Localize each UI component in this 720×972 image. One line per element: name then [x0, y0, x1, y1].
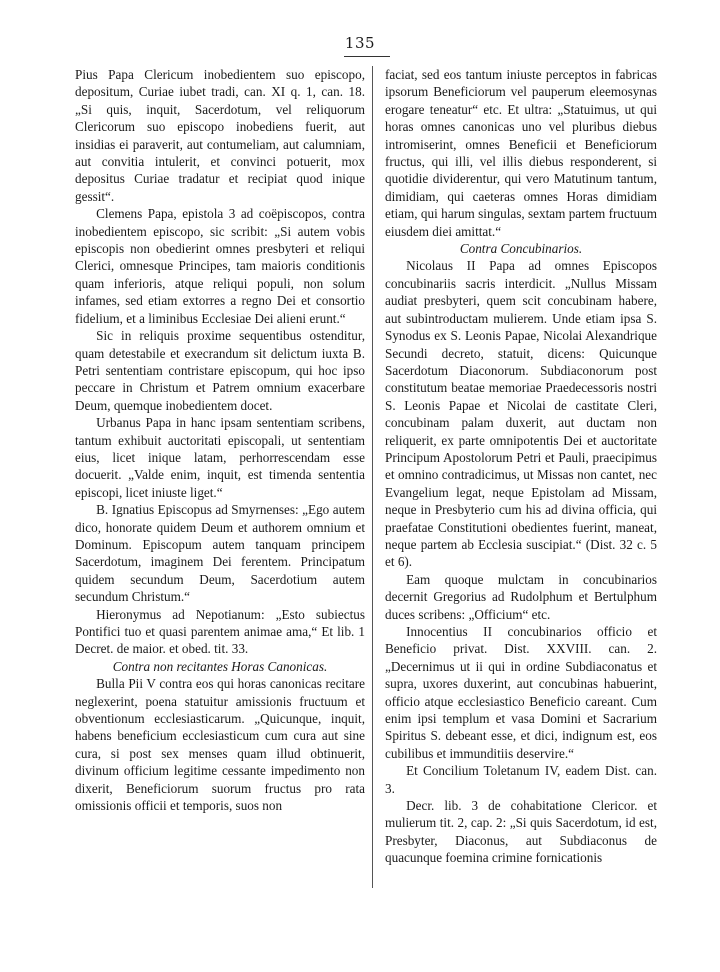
page-number-rule: [344, 56, 390, 57]
right-paragraph: Et Concilium Toletanum IV, eadem Dist. can. 3.: [385, 763, 657, 796]
right-column: [385, 66, 657, 867]
right-paragraph: Eam quoque mulctam in concubinarios decernit Gregorius ad Rudolphum et Bertulphum duces scribens: „Officium“ etc.: [385, 571, 657, 622]
section-heading: Contra Concubinarios.: [459, 241, 583, 257]
left-paragraph: Urbanus Papa in hanc ipsam sententiam scribens, tantum exhibuit auctoritati episcopali, ut sententiam eius, licet inique latam, perhorrescendam esse docuerit. „Valde enim, inquit, est timenda sententia episcopi, licet iniuste liget.“: [75, 415, 365, 500]
left-paragraph: Pius Papa Clericum inobedientem suo episcopo, depositum, Curiae iubet tradi, can. XI q. 1, can. 18. „Si quis, inquit, Sacerdotum, vel reliquorum Clericorum suo episcopo inobediens fuerit, aut insidias ei paraverit, aut contumeliam, aut calumniam, aut convitia intulerit, et convinci potuerit, mox depositus Curiae tradatur et recipiat quod inique gessit“.: [75, 67, 365, 204]
left-paragraph: Hieronymus ad Nepotianum: „Esto subiectus Pontifici tuo et quasi parentem animae ama,“ Et lib. 1 Decret. de maior. et obed. tit. 33.: [75, 606, 365, 657]
left-paragraph: B. Ignatius Episcopus ad Smyrnenses: „Ego autem dico, honorate quidem Deum et authorem omnium et Dominum. Episcopum autem tanquam principem Sacerdotum, imaginem Dei ferentem. Principatum quidem secundum Deum, Sacerdotium autem secundum Christum.“: [75, 502, 365, 605]
left-paragraph: Clemens Papa, epistola 3 ad coëpiscopos, contra inobedientem episcopo, sic scribit: „Si autem vobis episcopis non obedierint omnes presbyteri et reliqui Clerici, omnesque Principes, tam maioris conditionis quam inferioris, atque reliqui populi, non solum infames, sed etiam extorres a regno Dei et consortio fidelium, et a liminibus Ecclesiae Dei alieni erunt.“: [75, 206, 365, 326]
left-paragraph: Bulla Pii V contra eos qui horas canonicas recitare neglexerint, poena statuitur amissionis fructuum et obventionum ecclesiasticarum. „Quicunque, inquit, habens beneficium ecclesiasticum cum cura aut sine cura, si post sex menses quam illud obtinuerit, divinum officium legitime cessante impedimento non dixerit, Beneficiorum suorum fructus pro rata omissionis officii et temporis, suos non: [75, 676, 365, 814]
section-heading: Contra non recitantes Horas Canonicas.: [112, 658, 328, 674]
left-paragraph: Sic in reliquis proxime sequentibus ostenditur, quam detestabile et execrandum sit delictum iuxta B. Petri sententiam contristare episcopum, qui hoc ipso peccare in Christum et Patrem omnium exacerbare Deum, quemque inobedientem docet.: [75, 328, 365, 413]
left-column: [75, 66, 365, 814]
right-paragraph: Nicolaus II Papa ad omnes Episcopos concubinariis sacris interdicit. „Nullus Missam audiat presbyteri, quem scit concubinam habere, aut subintroductam mulierem. Unde etiam ipsa S. Synodus ex S. Leonis Papae, Nicolai Alexandrique Secundi decreto, statuit, dicens: Quicunque Sacerdotum Diaconorum. Subdiaconorum post constitutum beatae memoriae Praedecessoris nostri S. Leonis Papae et Nicolai de castitate Cleri, concubinam palam duxerit, aut ductam non reliquerit, ex parte omnipotentis Dei et auctoritate Principum Apostolorum Petri et Pauli, praecipimus et omnino contradicimus, ut Missas non cantet, nec Evangelium legat, neque Epistolam ad Missam, neque in Presbyterio cum his ad divina officia, qui praefatae Constitutioni obedientes fuerint, maneat, neque partem ab Ecclesia suscipiat.“ (Dist. 32 c. 5 et 6).: [385, 258, 657, 570]
right-paragraph: Decr. lib. 3 de cohabitatione Clericor. et mulierum tit. 2, cap. 2: „Si quis Sacerdotum, id est, Presbyter, Diaconus, aut Subdiaconus de quacunque foemina crimine fornicationis: [385, 798, 657, 866]
page-number: 135: [344, 34, 376, 52]
right-paragraph: faciat, sed eos tantum iniuste perceptos in fabricas ipsorum Beneficiorum vel pauperum eleemosynas erogare teneatur“ etc. Et ultra: „Statuimus, ut qui horas omnes canonicas uno vel pluribus diebus intromiserint, omnes Beneficii et Beneficiorum fructus, qui illi, vel illis diebus responderent, si quotidie dividerentur, qui vero Matutinum tantum, dimidiam, qui caeteras omnes Horas dimidiam etiam, qui harum singulas, sextam partem fructuum eiusdem diei amittat.“: [385, 67, 657, 239]
column-divider: [372, 66, 373, 888]
right-paragraph: Innocentius II concubinarios officio et Beneficio privat. Dist. XXVIII. can. 2. „Decernimus ut ii qui in ordine Subdiaconatus et supra, uxores duxerint, aut concubinas habuerint, officio atque ecclesiastico Beneficio careant. Cum enim ipsi templum et vasa Domini et Sacrarium Spiritus S. debeant esse, et dici, indignum est, eos cubilibus et immunditiis deservire.“: [385, 624, 657, 761]
